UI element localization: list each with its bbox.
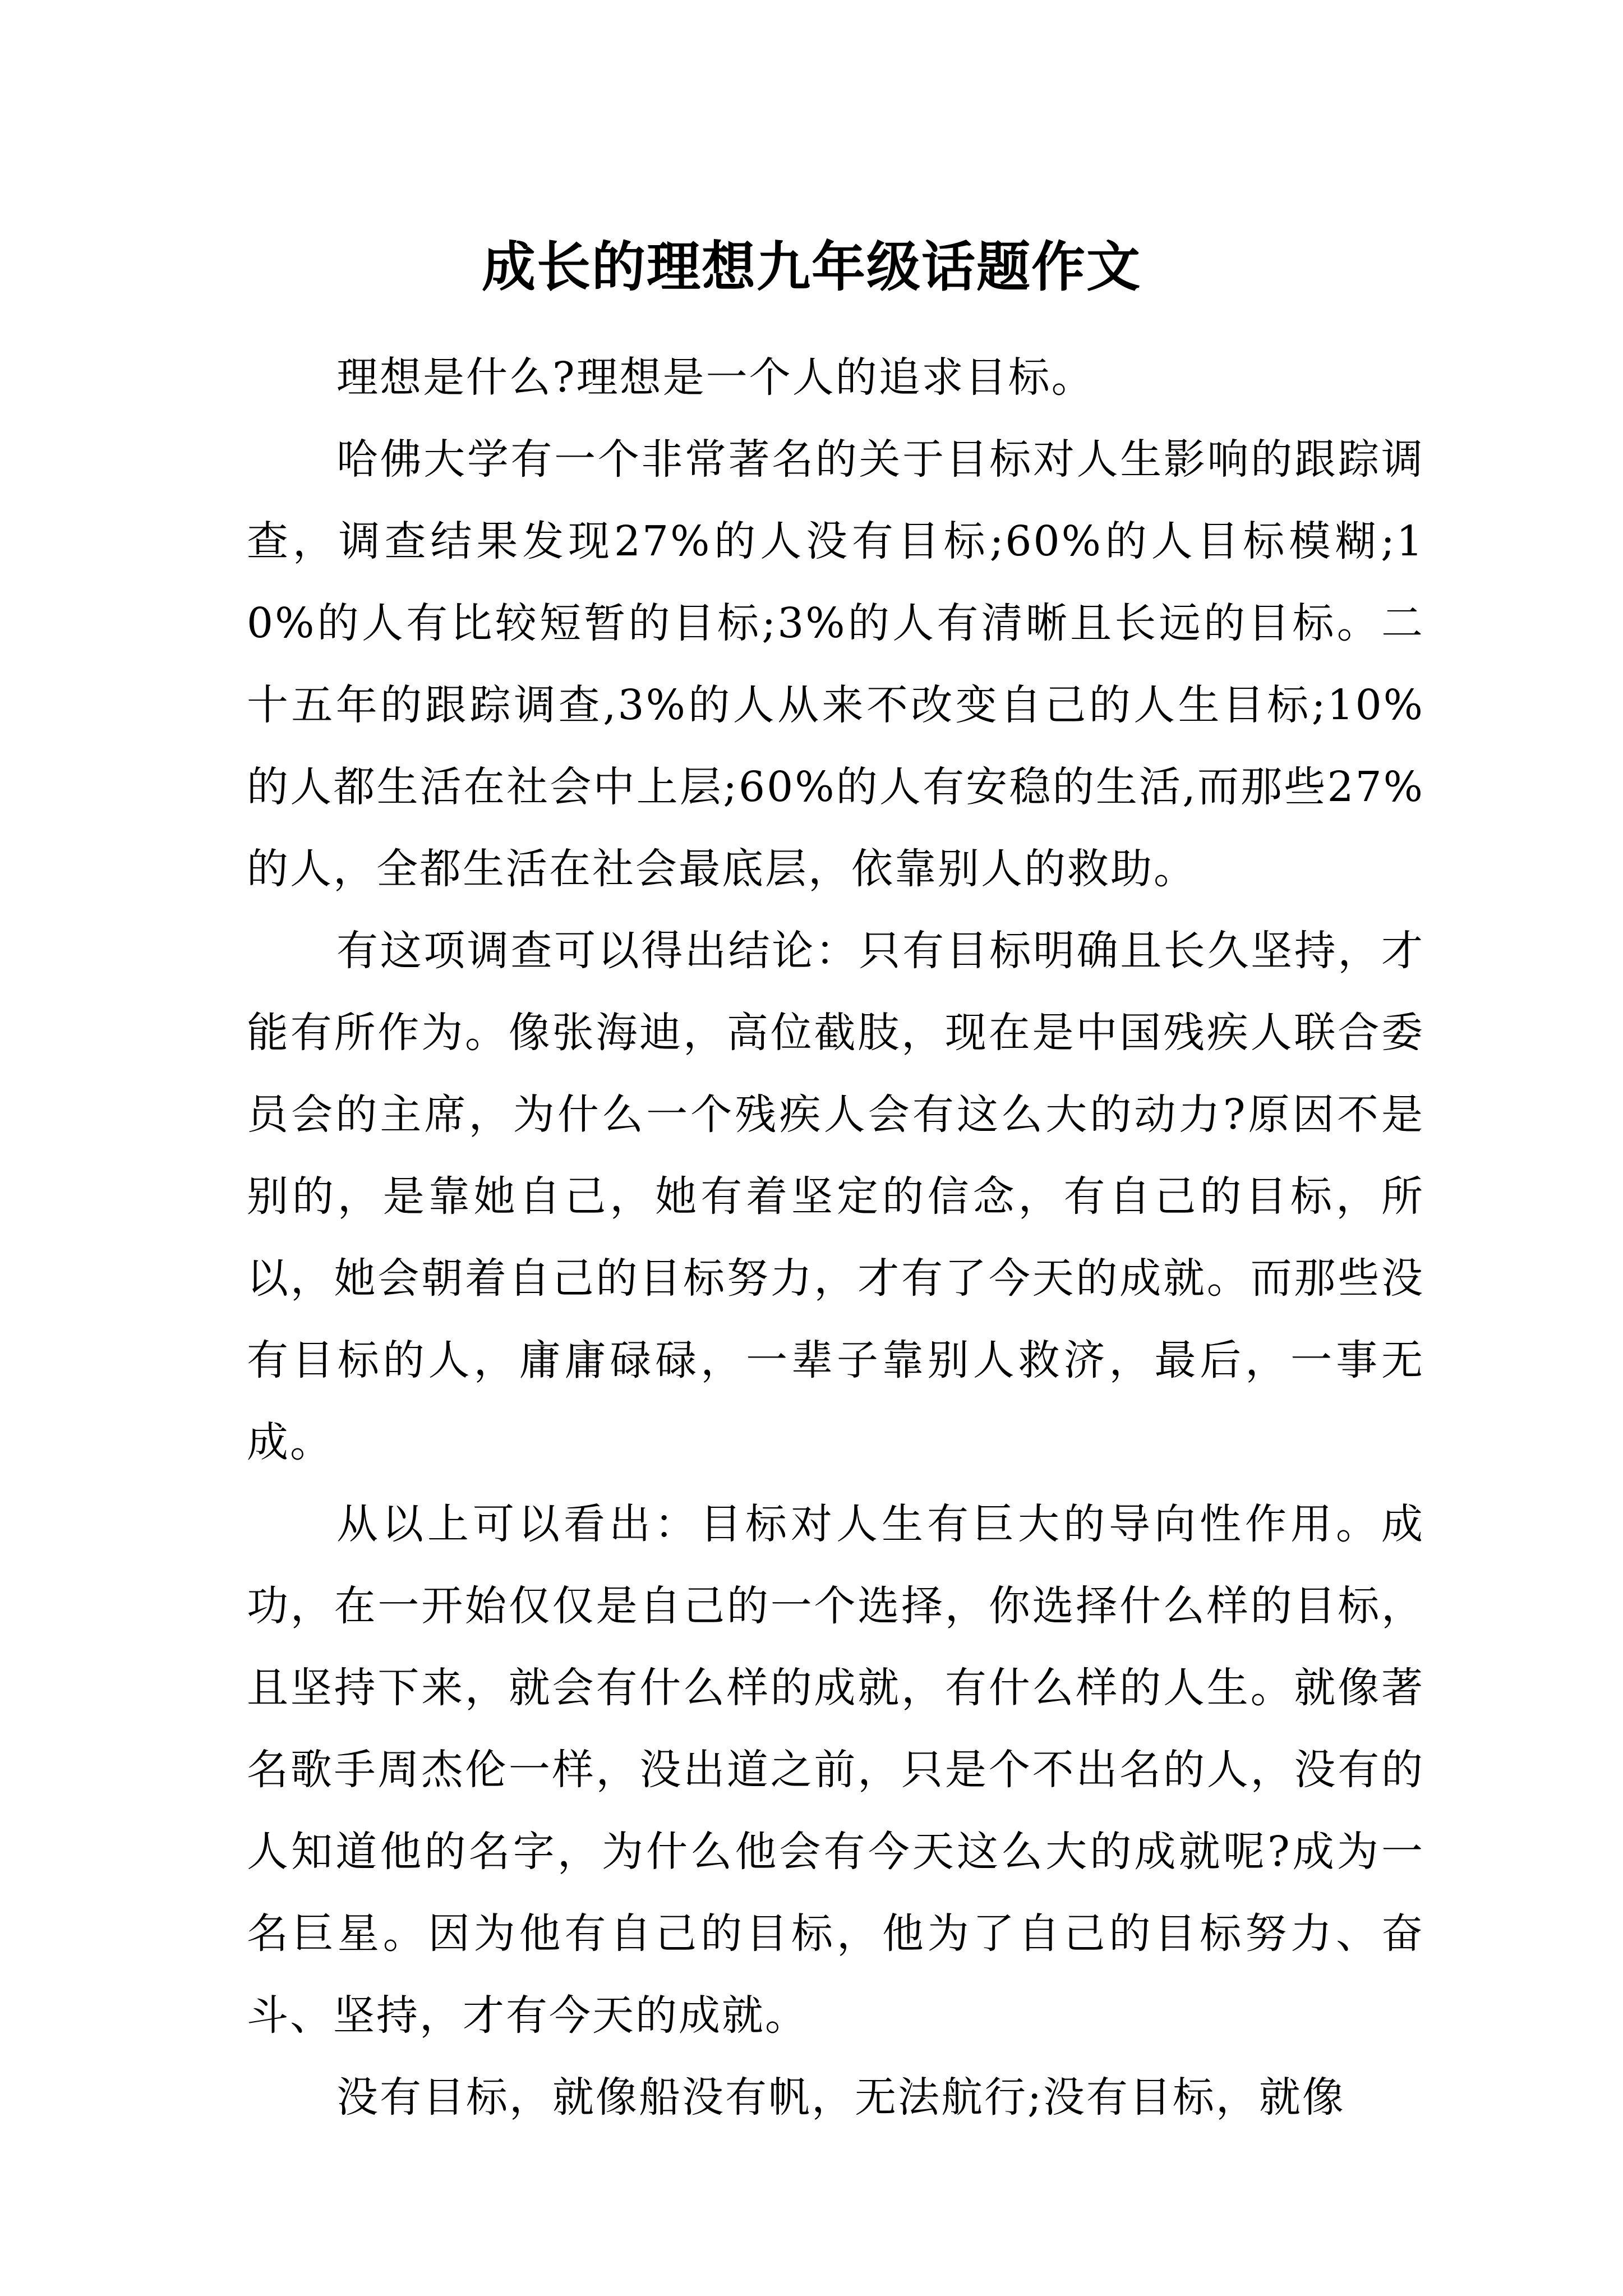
- document-body: [247, 337, 1424, 2138]
- document-title: 成长的理想九年级话题作文: [482, 235, 1141, 299]
- paragraph: 有这项调查可以得出结论：只有目标明确且长久坚持，才能有所作为。像张海迪，高位截肢，现在是中国残疾人联合委员会的主席，为什么一个残疾人会有这么大的动力?原因不是别的，是靠她自己，她有着坚定的信念，有自己的目标，所以，她会朝着自己的目标努力，才有了今天的成就。而那些没有目标的人，庸庸碌碌，一辈子靠别人救济，最后，一事无成。: [247, 927, 1424, 1466]
- paragraph: 哈佛大学有一个非常著名的关于目标对人生影响的跟踪调查，调查结果发现27%的人没有目标;60%的人目标模糊;10%的人有比较短暂的目标;3%的人有清晰且长远的目标。二十五年的跟踪调查,3%的人从来不改变自己的人生目标;10%的人都生活在社会中上层;60%的人有安稳的生活,而那些27%的人，全都生活在社会最底层，依靠别人的救助。: [247, 435, 1424, 893]
- paragraph: 理想是什么?理想是一个人的追求目标。: [336, 353, 1095, 402]
- paragraph: 没有目标，就像船没有帆，无法航行;没有目标，就像: [336, 2073, 1345, 2122]
- paragraph: 从以上可以看出：目标对人生有巨大的导向性作用。成功，在一开始仅仅是自己的一个选择，你选择什么样的目标，且坚持下来，就会有什么样的成就，有什么样的人生。就像著名歌手周杰伦一样，没出道之前，只是个不出名的人，没有的人知道他的名字，为什么他会有今天这么大的成就呢?成为一名巨星。因为他有自己的目标，他为了自己的目标努力、奋斗、坚持，才有今天的成就。: [247, 1500, 1424, 2040]
